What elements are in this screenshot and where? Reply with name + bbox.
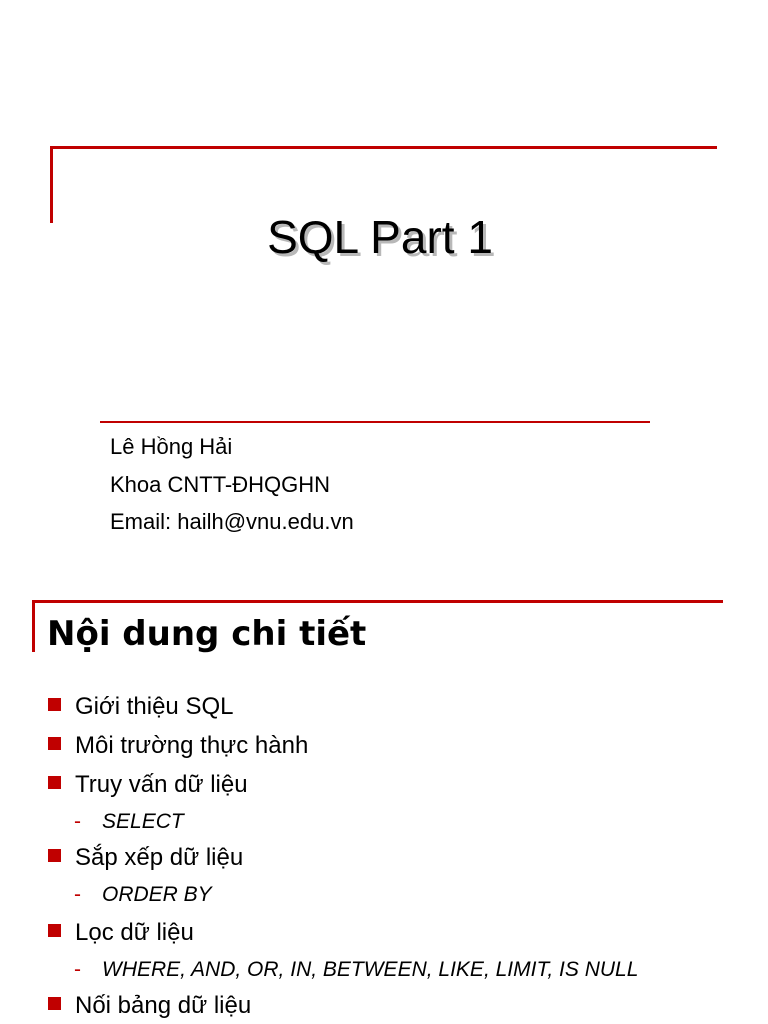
- sub-item-label: WHERE, AND, OR, IN, BETWEEN, LIKE, LIMIT, IS NULL: [102, 958, 639, 981]
- contents-top-rule: [32, 600, 723, 603]
- sub-item: [74, 807, 184, 837]
- list-item: [48, 689, 233, 725]
- title-top-rule: [50, 146, 717, 149]
- list-item: [48, 988, 251, 1024]
- square-bullet-icon: [48, 776, 61, 789]
- square-bullet-icon: [48, 849, 61, 862]
- sub-item: [74, 955, 638, 985]
- author-block: [110, 428, 354, 541]
- dash-marker: -: [74, 883, 81, 906]
- list-item: [48, 915, 194, 951]
- square-bullet-icon: [48, 997, 61, 1010]
- square-bullet-icon: [48, 924, 61, 937]
- author-name: Lê Hồng Hải: [110, 434, 233, 459]
- contents-slide: [0, 580, 768, 1024]
- list-item-label: Môi trường thực hành: [75, 732, 309, 759]
- contents-heading: Nội dung chi tiết: [47, 614, 367, 654]
- dash-marker: -: [74, 810, 81, 833]
- sub-item-label: SELECT: [102, 810, 184, 833]
- list-item-label: Sắp xếp dữ liệu: [75, 844, 244, 871]
- square-bullet-icon: [48, 737, 61, 750]
- list-item: [48, 840, 243, 876]
- list-item: [48, 767, 248, 803]
- slide-title: SQL Part 1: [267, 211, 493, 263]
- square-bullet-icon: [48, 698, 61, 711]
- author-email: Email: hailh@vnu.edu.vn: [110, 509, 354, 534]
- list-item-label: Lọc dữ liệu: [75, 919, 194, 946]
- author-faculty: Khoa CNTT-ĐHQGHN: [110, 471, 331, 497]
- dash-marker: -: [74, 958, 81, 981]
- list-item-label: Truy vấn dữ liệu: [75, 771, 248, 798]
- list-item-label: Giới thiệu SQL: [75, 693, 234, 720]
- list-item-label: Nối bảng dữ liệu: [75, 992, 252, 1019]
- contents-left-rule: [32, 600, 35, 652]
- sub-item-label: ORDER BY: [102, 883, 212, 906]
- subtitle-rule: [100, 421, 650, 423]
- sub-item: [74, 880, 212, 910]
- list-item: [48, 728, 308, 764]
